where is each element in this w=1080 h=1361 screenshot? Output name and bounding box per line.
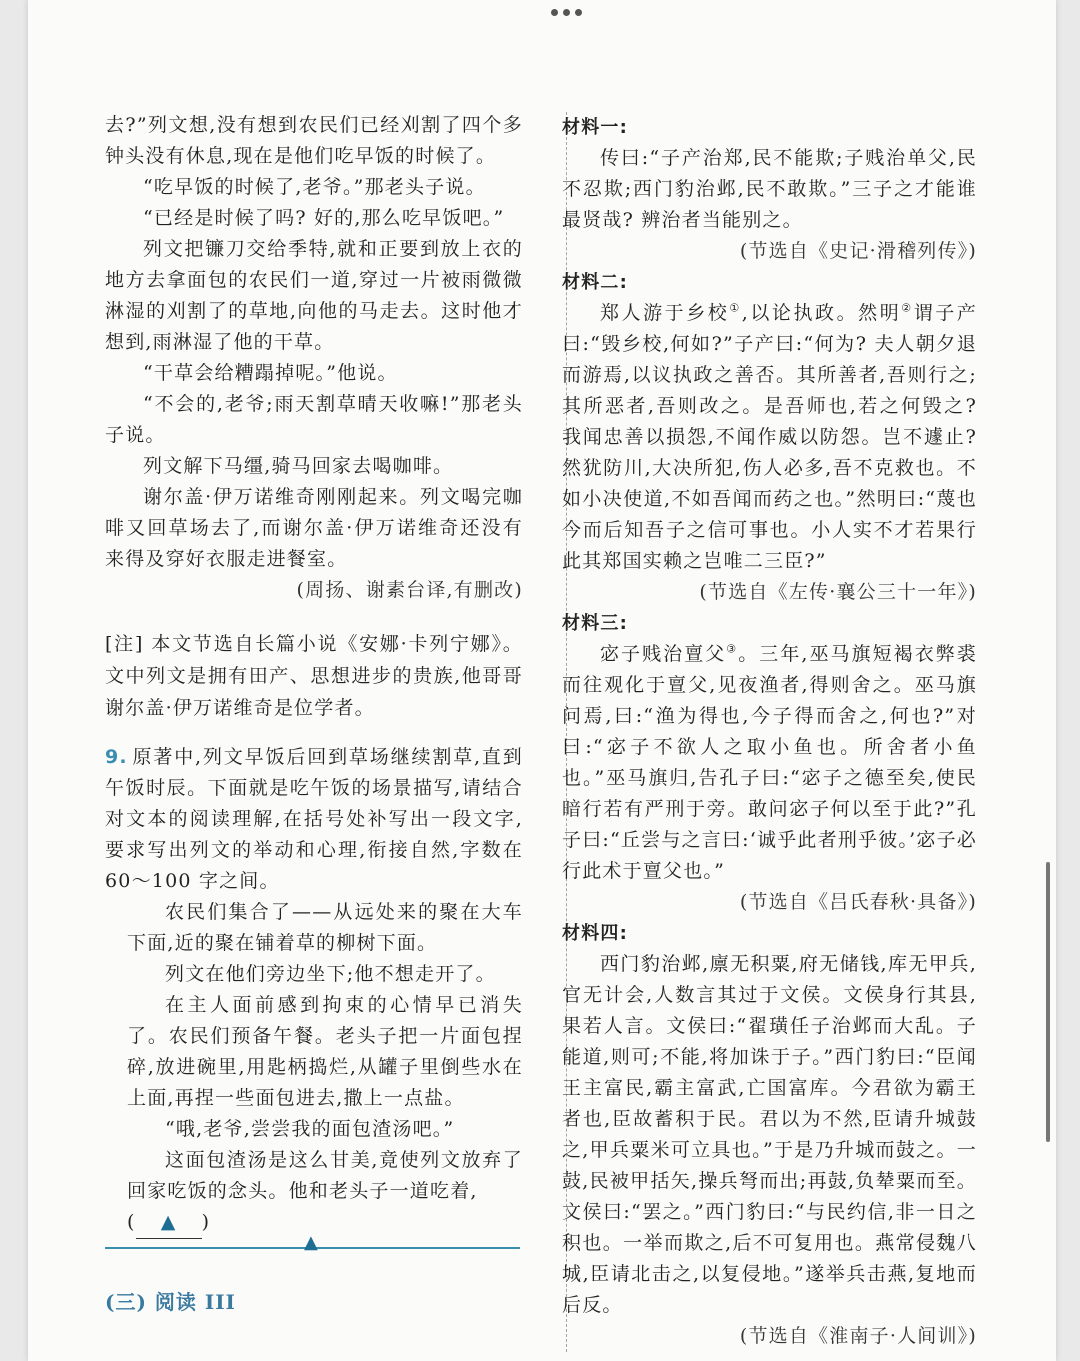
paragraph: 列文解下马缰,骑马回家去喝咖啡。 bbox=[143, 455, 454, 477]
excerpt-paragraph: 农民们集合了——从远处来的聚在大车下面,近的聚在铺着草的柳树下面。 bbox=[127, 901, 523, 954]
triangle-marker-icon: ▲ bbox=[136, 1207, 202, 1239]
material-1-source: (节选自《史记·滑稽列传》) bbox=[739, 240, 977, 262]
answer-blank: ( ▲ ) bbox=[127, 1207, 523, 1239]
paragraph: 谢尔盖·伊万诺维奇刚刚起来。列文喝完咖啡又回草场去了,而谢尔盖·伊万诺维奇还没有来得及穿好衣服走进餐室。 bbox=[105, 486, 523, 570]
footnote-marker: ① bbox=[729, 301, 742, 315]
excerpt-paragraph: 这面包渣汤是这么甘美,竟使列文放弃了回家吃饭的念头。他和老头子一道吃着, bbox=[127, 1149, 523, 1202]
question-text: 原著中,列文早饭后回到草场继续割草,直到午饭时辰。下面就是吃午饭的场景描写,请结合对文本的阅读理解,在括号处补写出一段文字,要求写出列文的举动和心理,衔接自然,字数在 60～100 字之间。 bbox=[105, 746, 523, 892]
paragraph: 列文把镰刀交给季特,就和正要到放上衣的地方去拿面包的农民们一道,穿过一片被雨微微淋湿的刈割了的草地,向他的马走去。这时他才想到,雨淋湿了他的干草。 bbox=[105, 238, 523, 353]
material-3-title: 材料三: bbox=[562, 613, 628, 634]
excerpt-paragraph: 在主人面前感到拘束的心情早已消失了。农民们预备午餐。老头子把一片面包捏碎,放进碗里,用匙柄捣烂,从罐子里倒些水在上面,再捏一些面包进去,撒上一点盐。 bbox=[127, 994, 523, 1109]
material-3-source: (节选自《吕氏春秋·具备》) bbox=[739, 891, 977, 913]
paragraph: 去?”列文想,没有想到农民们已经刈割了四个多钟头没有休息,现在是他们吃早饭的时候了。 bbox=[105, 114, 523, 167]
material-4-source: (节选自《淮南子·人间训》) bbox=[739, 1325, 977, 1347]
footnote-marker: ③ bbox=[726, 642, 739, 656]
annotation-note: [注] 本文节选自长篇小说《安娜·卡列宁娜》。文中列文是拥有田产、思想进步的贵族,他哥哥谢尔盖·伊万诺维奇是位学者。 bbox=[105, 633, 523, 719]
section-rule bbox=[105, 1232, 520, 1253]
footnote-marker: ② bbox=[901, 301, 914, 315]
section-title: (三) 阅读 III bbox=[105, 1290, 236, 1314]
material-1-title: 材料一: bbox=[562, 117, 628, 138]
material-2-text: 郑人游于乡校①,以论执政。然明②谓子产曰:“毁乡校,何如?”子产曰:“何为? 夫人朝夕退而游焉,以议执政之善否。其所善者,吾则行之;其所恶者,吾则改之。是吾师也,若之何毁之? 我闻忠善以损怨,不闻作威以防怨。岂不遽止? 然犹防川,大决所犯,伤人必多,吾不克救也。不如小决使道,不如吾闻而药之也。”然明曰:“蔑也今而后知吾子之信可事也。小人实不才若果行此其郑国实赖之岂唯二三臣?” bbox=[562, 301, 978, 572]
material-2-title: 材料二: bbox=[562, 272, 628, 293]
question-number: 9. bbox=[105, 746, 128, 768]
excerpt-paragraph: 列文在他们旁边坐下;他不想走开了。 bbox=[165, 963, 496, 985]
material-2-source: (节选自《左传·襄公三十一年》) bbox=[699, 581, 977, 603]
paragraph: “不会的,老爷;雨天割草晴天收嘛!”那老头子说。 bbox=[105, 393, 523, 446]
material-4-text: 西门豹治邺,廪无积粟,府无储钱,库无甲兵,官无计会,人数言其过于文侯。文侯身行其县,果若人言。文侯曰:“翟璜任子治邺而大乱。子能道,则可;不能,将加诛于子。”西门豹曰:“臣闻王主富民,霸主富武,亡国富库。今君欲为霸王者也,臣故蓄积于民。君以为不然,臣请升城鼓之,甲兵粟米可立具也。”于是乃升城而鼓之。一鼓,民被甲括矢,操兵弩而出;再鼓,负辇粟而至。文侯曰:“罢之。”西门豹曰:“与民约信,非一日之积也。一举而欺之,后不可复用也。燕常侵魏八城,臣请北击之,以复侵地。”遂举兵击燕,复地而后反。 bbox=[562, 953, 977, 1316]
left-column bbox=[105, 110, 523, 1318]
material-4-title: 材料四: bbox=[562, 923, 628, 944]
material-1-text: 传曰:“子产治郑,民不能欺;子贱治单父,民不忍欺;西门豹治邺,民不敢欺。”三子之才能谁最贤哉? 辨治者当能别之。 bbox=[562, 147, 977, 231]
paragraph: “已经是时候了吗? 好的,那么吃早饭吧。” bbox=[143, 207, 505, 229]
right-column bbox=[562, 112, 977, 1352]
paragraph: “吃早饭的时候了,老爷。”那老头子说。 bbox=[143, 176, 486, 198]
question-9 bbox=[105, 742, 523, 897]
scrollbar[interactable] bbox=[1046, 862, 1050, 1142]
triangle-marker-icon: ▲ bbox=[304, 1232, 320, 1253]
source-citation: (周扬、谢素台译,有删改) bbox=[296, 579, 523, 601]
excerpt-paragraph: “哦,老爷,尝尝我的面包渣汤吧。” bbox=[165, 1118, 455, 1140]
excerpt-block bbox=[105, 897, 523, 1239]
paragraph: “干草会给糟蹋掉呢。”他说。 bbox=[143, 362, 398, 384]
material-3-text: 宓子贱治亶父③。三年,巫马旗短褐衣弊裘而往观化于亶父,见夜渔者,得则舍之。巫马旗问焉,曰:“渔为得也,今子得而舍之,何也?”对曰:“宓子不欲人之取小鱼也。所舍者小鱼也。”巫马旗归,告孔子曰:“宓子之德至矣,使民暗行若有严刑于旁。敢问宓子何以至于此?”孔子曰:“丘尝与之言曰:‘诚乎此者刑乎彼。’宓子必行此术于亶父也。” bbox=[562, 642, 977, 882]
more-dots-icon[interactable] bbox=[551, 9, 591, 21]
